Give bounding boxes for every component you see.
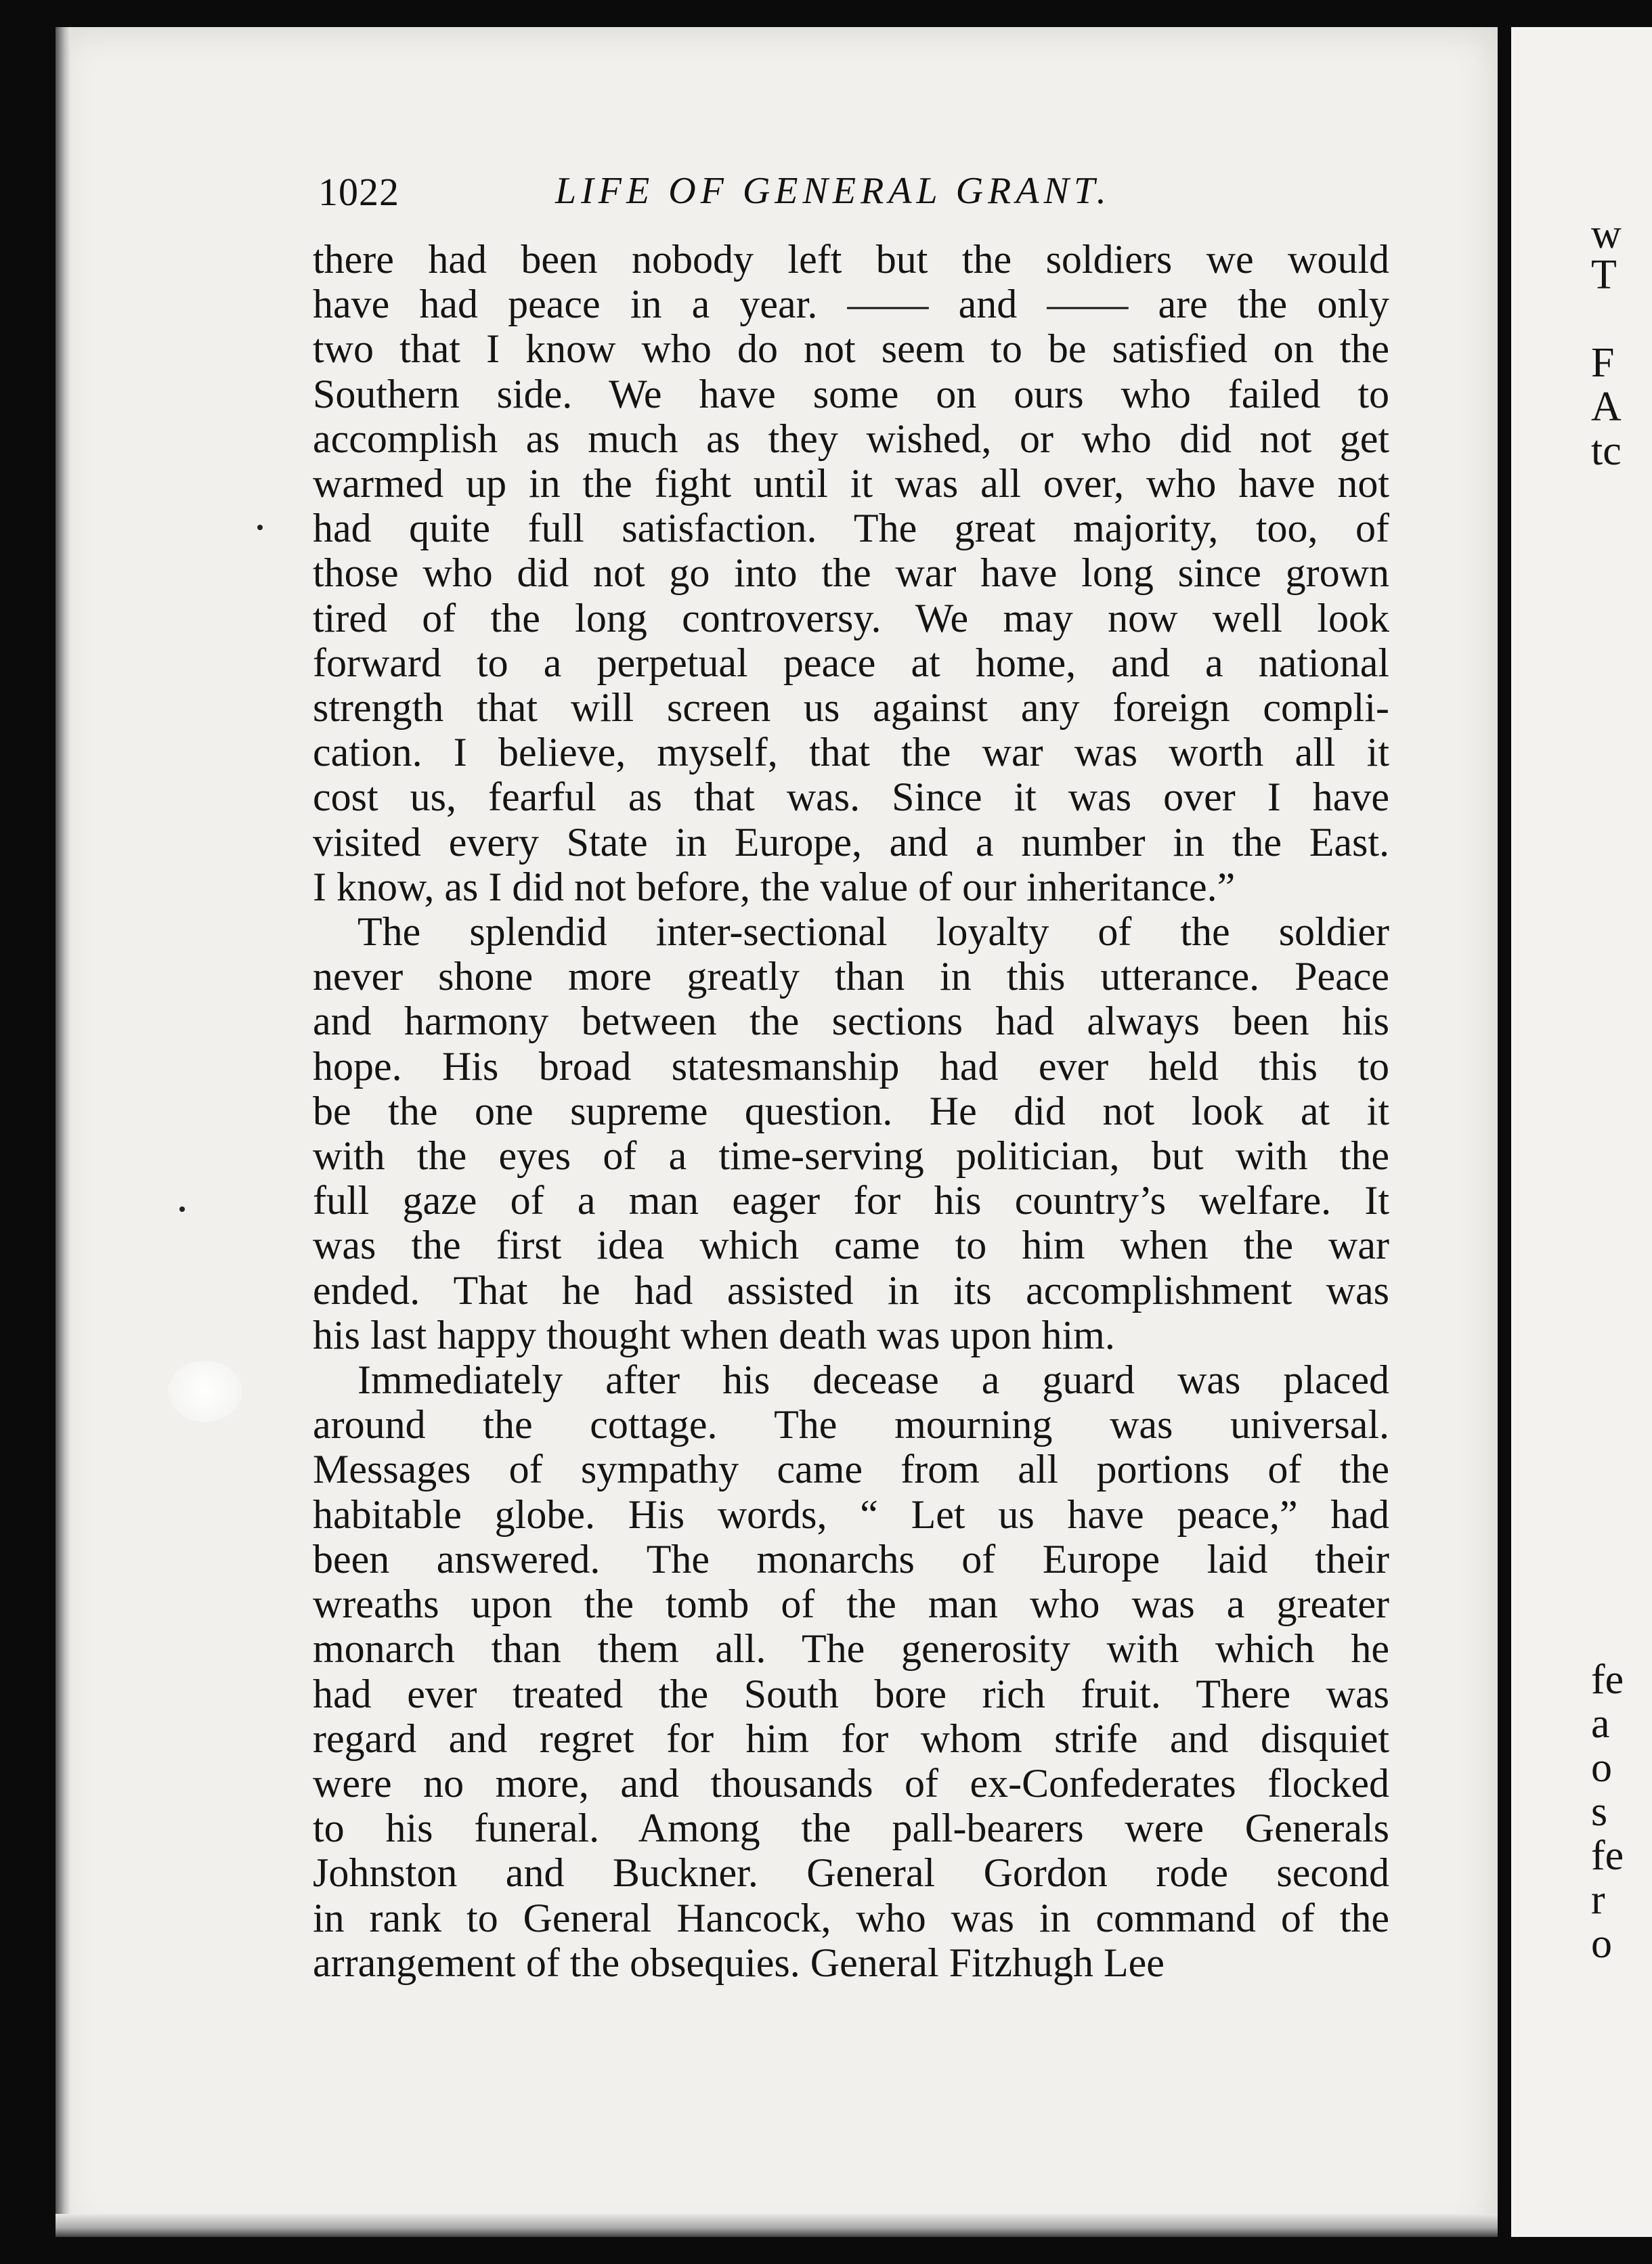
text-line: full gaze of a man eager for his country’s welfare. It [313,1178,1389,1223]
facing-page-fragment: w [1591,211,1622,257]
page-binding-edge [56,27,70,2237]
text-line: Johnston and Buckner. General Gordon rode second [313,1850,1389,1896]
facing-page-fragment: r [1591,1877,1605,1923]
text-line: tired of the long controversy. We may now well look [313,595,1389,640]
text-line: warmed up in the fight until it was all over, who have not [313,461,1389,506]
paper-speck [179,1206,185,1212]
paragraph [313,1357,1389,1985]
text-line: regard and regret for him for whom strife and disquiet [313,1716,1389,1761]
text-line: The splendid inter-sectional loyalty of the soldier [357,909,1389,955]
page-header [318,169,1388,223]
text-line: strength that will screen us against any foreign compli- [313,685,1389,731]
text-line: was the first idea which came to him when the war [313,1223,1389,1268]
text-line: two that I know who do not seem to be satisfied on the [313,326,1389,372]
body-text [313,237,1389,1985]
paper-smudge [168,1361,242,1422]
text-line: his last happy thought when death was upon him. [313,1312,1115,1357]
facing-page-fragment: F [1591,340,1615,386]
text-line: had ever treated the South bore rich fruit. There was [313,1671,1389,1716]
text-line: be the one supreme question. He did not look at it [313,1088,1389,1133]
paragraph [313,909,1389,1357]
text-line: arrangement of the obsequies. General Fitzhugh Lee [313,1940,1165,1985]
text-line: and harmony between the sections had always been his [313,999,1389,1044]
text-line: have had peace in a year. —— and —— are the only [313,282,1389,327]
running-title: LIFE OF GENERAL GRANT. [555,170,1111,212]
text-line: Messages of sympathy came from all portions of the [313,1447,1389,1492]
facing-page-fragment: a [1591,1701,1610,1747]
text-line: there had been nobody left but the soldiers we would [313,237,1389,282]
text-line: cation. I believe, myself, that the war was worth all it [313,730,1389,775]
text-line: around the cottage. The mourning was universal. [313,1402,1389,1447]
facing-page-fragment: fe [1591,1833,1624,1879]
text-line: with the eyes of a time-serving politician, but with the [313,1133,1389,1179]
text-line: monarch than them all. The generosity with which he [313,1626,1389,1672]
text-line: those who did not go into the war have long since grown [313,550,1389,596]
text-line: forward to a perpetual peace at home, and a national [313,640,1389,685]
text-line: were no more, and thousands of ex-Confederates flocked [313,1760,1389,1806]
text-line: wreaths upon the tomb of the man who was a greater [313,1582,1389,1627]
page-number: 1022 [318,170,399,214]
page-bottom-edge [56,2214,1498,2237]
facing-page-fragment: fe [1591,1657,1624,1703]
facing-page-fragment: o [1591,1921,1612,1967]
facing-page-fragment: s [1591,1789,1608,1835]
text-line: had quite full satisfaction. The great majority, too, of [313,506,1389,551]
text-line: in rank to General Hancock, who was in command of the [313,1895,1389,1940]
text-line: habitable globe. His words, “ Let us have peace,” had [313,1492,1389,1537]
text-line: never shone more greatly than in this utterance. Peace [313,954,1389,999]
text-line: hope. His broad statesmanship had ever held this to [313,1043,1389,1089]
text-line: accomplish as much as they wished, or who did not get [313,416,1389,461]
facing-page-fragment: o [1591,1745,1612,1791]
facing-page-fragment: tc [1591,428,1622,474]
text-line: visited every State in Europe, and a number in the East. [313,819,1389,865]
facing-page-fragment: T [1591,252,1617,298]
paper-speck [257,525,263,530]
text-line: I know, as I did not before, the value of our inheritance.” [313,864,1236,909]
text-line: been answered. The monarchs of Europe laid their [313,1536,1389,1582]
facing-page [1511,27,1652,2237]
text-line: Immediately after his decease a guard was placed [357,1357,1389,1403]
text-line: Southern side. We have some on ours who failed to [313,371,1389,416]
facing-page-fragment: A [1591,384,1622,430]
paragraph [313,237,1389,909]
text-line: ended. That he had assisted in its accomplishment was [313,1267,1389,1313]
text-line: cost us, fearful as that was. Since it was over I have [313,775,1389,820]
text-line: to his funeral. Among the pall-bearers were Generals [313,1806,1389,1851]
